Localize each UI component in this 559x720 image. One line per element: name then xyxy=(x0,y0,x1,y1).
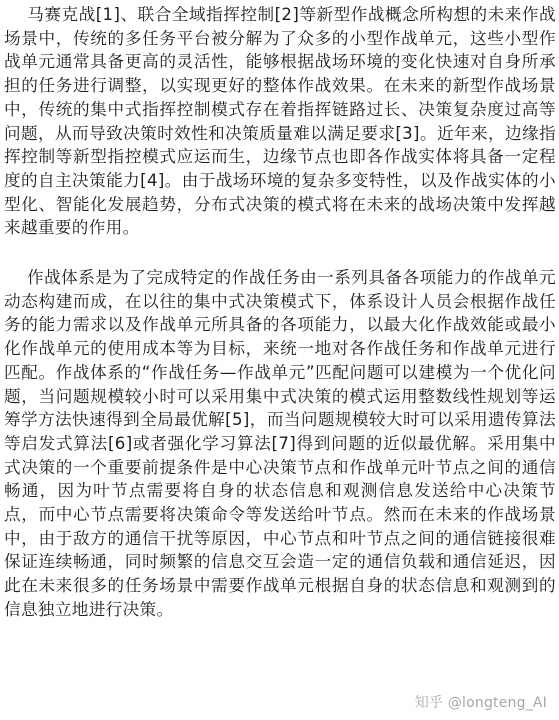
zhihu-watermark: 知乎 @longteng_AI xyxy=(413,692,549,712)
paragraph-system: 作战体系是为了完成特定的作战任务由一系列具备各项能力的作战单元动态构建而成，在以往的集中式决策模式下，体系设计人员会根据作战任务的能力需求以及作战单元所具备的各项能力，以最大化作战效能或最小化作战单元的使用成本等为目标，来统一地对各作战任务和作战单元进行匹配。作战体系的“作战任务—作战单元”匹配问题可以建模为一个优化问题，当问题规模较小时可以采用集中式决策的模式运用整数线性规划等运筹学方法快速得到全局最优解[5]，而当问题规模较大时可以采用遗传算法等启发式算法[6]或者强化学习算法[7]得到问题的近似最优解。采用集中式决策的一个重要前提条件是中心决策节点和作战单元叶节点之间的通信畅通，因为叶节点需要将自身的状态信息和观测信息发送给中心决策节点，而中心节点需要将决策命令等发送给叶节点。然而在未来的作战场景中，由于敌方的通信干扰等原因，中心节点和叶节点之间的通信链接很难保证连续畅通，同时频繁的信息交互会造一定的通信负载和通信延迟，因此在未来很多的任务场景中需要作战单元根据自身的状态信息和观测到的信息独立地进行决策。 xyxy=(4,268,556,619)
paragraph-intro: 马赛克战[1]、联合全域指挥控制[2]等新型作战概念所构想的未来作战场景中，传统的多任务平台被分解为了众多的小型作战单元，这些小型作战单元通常具备更高的灵活性，能够根据战场环境的变化快速对自身所承担的任务进行调整，以实现更好的整体作战效果。在未来的新型作战场景中，传统的集中式指挥控制模式存在着指挥链路过长、决策复杂度过高等问题，从而导致决策时效性和决策质量难以满足要求[3]。近年来，边缘指挥控制等新型指控模式应运而生，边缘节点也即各作战实体将具备一定程度的自主决策能力[4]。由于战场环境的复杂多变特性，以及作战实体的小型化、智能化发展趋势，分布式决策的模式将在未来的战场决策中发挥越来越重要的作用。 xyxy=(4,5,556,238)
